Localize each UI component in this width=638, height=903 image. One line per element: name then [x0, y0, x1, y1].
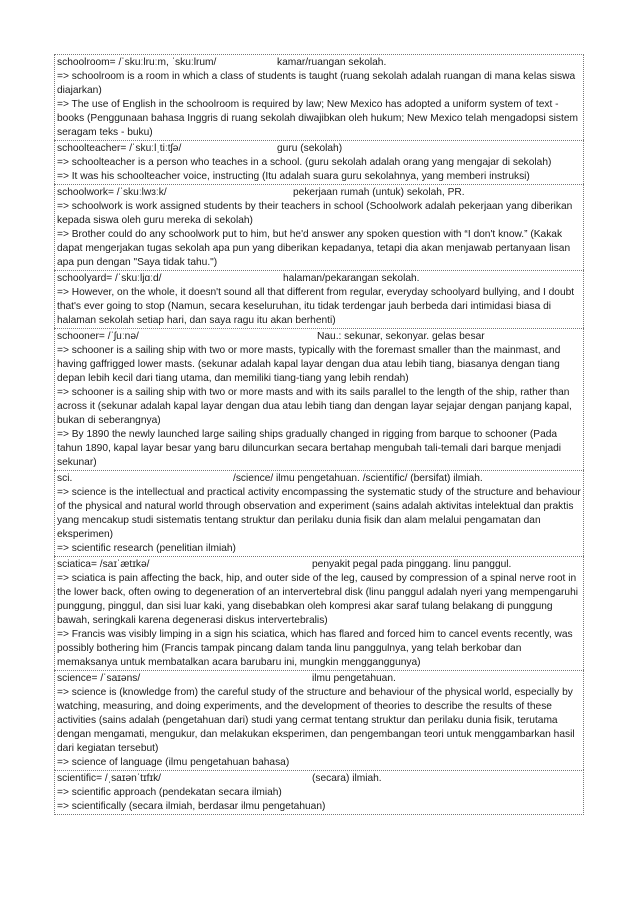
- dictionary-entry: [54, 54, 584, 140]
- entry-example: => schoolroom is a room in which a class of students is taught (ruang sekolah adalah ruangan di mana kelas siswa diajarkan): [57, 71, 576, 96]
- entry-example: => schooner is a sailing ship with two or more masts and with its sails parallel to the length of the ship, rather than across it (sekunar adalah kapal layar dengan dua atau lebih tiang dan dengan layar sejajar dengan panjang kapal, bukan di seberangnya): [57, 387, 572, 426]
- entry-header: [57, 186, 581, 200]
- entry-headword: schooner= /ˈʃuːnə/: [57, 331, 139, 342]
- entry-example: => scientific research (penelitian ilmiah): [57, 543, 236, 554]
- entry-translation: /science/ ilmu pengetahuan. /scientific/ (bersifat) ilmiah.: [233, 473, 483, 484]
- dictionary-entry: [54, 670, 584, 770]
- entry-headword: sci.: [57, 473, 73, 484]
- dictionary-page: [54, 54, 584, 815]
- entry-headword: science= /ˈsaɪəns/: [57, 673, 141, 684]
- entry-translation: halaman/pekarangan sekolah.: [283, 273, 420, 284]
- entry-example: => Francis was visibly limping in a sign his sciatica, which has flared and forced him to cancel events recently, was possibly bothering him (Francis tampak pincang dalam tanda linu panggulnya, yang telah berkobar dan memaksanya untuk membatalkan acara barubaru ini, mungkin mengganggunya): [57, 629, 573, 668]
- entry-headword: schoolroom= /ˈskuːlruːm, ˈskuːlrum/: [57, 57, 217, 68]
- entry-example: => science is (knowledge from) the careful study of the structure and behaviour of the physical world, especially by watching, measuring, and doing experiments, and the development of theories to describe the results of these activities (sains adalah (pengetahuan dari) studi yang cermat tentang struktur dan perilaku dunia fisik, terutama dengan mengamati, mengukur, dan melakukan eksperimen, dan pengembangan teori untuk menggambarkan hasil dari kegiatan tersebut): [57, 687, 575, 754]
- entry-translation: ilmu pengetahuan.: [312, 673, 396, 684]
- entry-header: [57, 272, 581, 286]
- entry-header: [57, 672, 581, 686]
- dictionary-entry: [54, 140, 584, 184]
- dictionary-entry: [54, 270, 584, 328]
- entry-example: => scientifically (secara ilmiah, berdasar ilmu pengetahuan): [57, 801, 326, 812]
- dictionary-entry: [54, 328, 584, 470]
- entry-translation: Nau.: sekunar, sekonyar. gelas besar: [317, 331, 485, 342]
- entry-header: [57, 56, 581, 70]
- entry-header: [57, 472, 581, 486]
- entry-translation: pekerjaan rumah (untuk) sekolah, PR.: [293, 187, 465, 198]
- entry-example: => Brother could do any schoolwork put to him, but he'd answer any spoken question with “I don't know.” (Kakak dapat mengerjakan tugas sekolah apa pun yang diberikan kepadanya, tetapi dia akan menjawab pertanyaan lisan apa pun dengan "Saya tidak tahu."): [57, 229, 571, 268]
- entry-example: => By 1890 the newly launched large sailing ships gradually changed in rigging from barque to schooner (Pada tahun 1890, kapal layar besar yang baru diluncurkan secara bertahap mengubah tali-temali dari barque menjadi sekunar): [57, 429, 562, 468]
- entry-example: => schoolteacher is a person who teaches in a school. (guru sekolah adalah orang yang mengajar di sekolah): [57, 157, 552, 168]
- entry-headword: scientific= /ˌsaɪənˈtɪfɪk/: [57, 773, 162, 784]
- entry-example: => The use of English in the schoolroom is required by law; New Mexico has adopted a uniform system of text - books (Penggunaan bahasa Inggris di ruang sekolah diwajibkan oleh hukum; New Mexico telah mengadopsi sistem seragam teks - buku): [57, 99, 579, 138]
- entry-headword: schoolteacher= /ˈskuːlˌtiːtʃə/: [57, 143, 182, 154]
- entry-example: => scientific approach (pendekatan secara ilmiah): [57, 787, 282, 798]
- entry-translation: penyakit pegal pada pinggang. linu panggul.: [312, 559, 512, 570]
- entry-headword: schoolwork= /ˈskuːlwɜːk/: [57, 187, 167, 198]
- entry-example: => science is the intellectual and practical activity encompassing the systematic study of the structure and behaviour of the physical and natural world through observation and experiment (sains adalah aktivitas intelektual dan praktis yang mencakup studi sistematis tentang struktur dan perilaku dunia fisik dan alam melalui pengamatan dan eksperimen): [57, 487, 581, 540]
- entry-header: [57, 772, 581, 786]
- entry-example: => It was his schoolteacher voice, instructing (Itu adalah suara guru sekolahnya, yang memberi instruksi): [57, 171, 530, 182]
- entry-translation: guru (sekolah): [277, 143, 343, 154]
- entry-example: => However, on the whole, it doesn't sound all that different from regular, everyday schoolyard bullying, and I doubt that's ever going to stop (Namun, secara keseluruhan, itu tidak terdengar jauh berbeda dari intimidasi biasa di halaman sekolah setiap hari, dan saya ragu itu akan berhenti): [57, 287, 575, 326]
- entry-translation: (secara) ilmiah.: [312, 773, 382, 784]
- dictionary-entry: [54, 470, 584, 556]
- entry-header: [57, 558, 581, 572]
- entry-translation: kamar/ruangan sekolah.: [277, 57, 387, 68]
- entry-header: [57, 330, 581, 344]
- entry-example: => schooner is a sailing ship with two or more masts, typically with the foremast smaller than the mainmast, and having gaffrigged lower masts. (sekunar adalah kapal layar dengan dua atau lebih tiang, biasanya dengan tiang depan lebih kecil dari tiang utama, dan memiliki tiang-tiang yang lebih rendah): [57, 345, 561, 384]
- entry-header: [57, 142, 581, 156]
- dictionary-entry: [54, 770, 584, 815]
- entry-example: => science of language (ilmu pengetahuan bahasa): [57, 757, 290, 768]
- dictionary-entry: [54, 184, 584, 270]
- entry-example: => sciatica is pain affecting the back, hip, and outer side of the leg, caused by compression of a spinal nerve root in the lower back, often owing to degeneration of an intervertebral disk (linu panggul adalah nyeri yang mempengaruhi punggung, pinggul, dan sisi luar kaki, yang disebabkan oleh kompresi akar saraf tulang belakang di punggung bawah, seringkali karena degenerasi diskus intervertebralis): [57, 573, 579, 626]
- entry-headword: sciatica= /saɪˈætɪkə/: [57, 559, 150, 570]
- entry-headword: schoolyard= /ˈskuːljɑːd/: [57, 273, 162, 284]
- entry-example: => schoolwork is work assigned students by their teachers in school (Schoolwork adalah pekerjaan yang diberikan kepada siswa oleh guru mereka di sekolah): [57, 201, 573, 226]
- dictionary-entry: [54, 556, 584, 670]
